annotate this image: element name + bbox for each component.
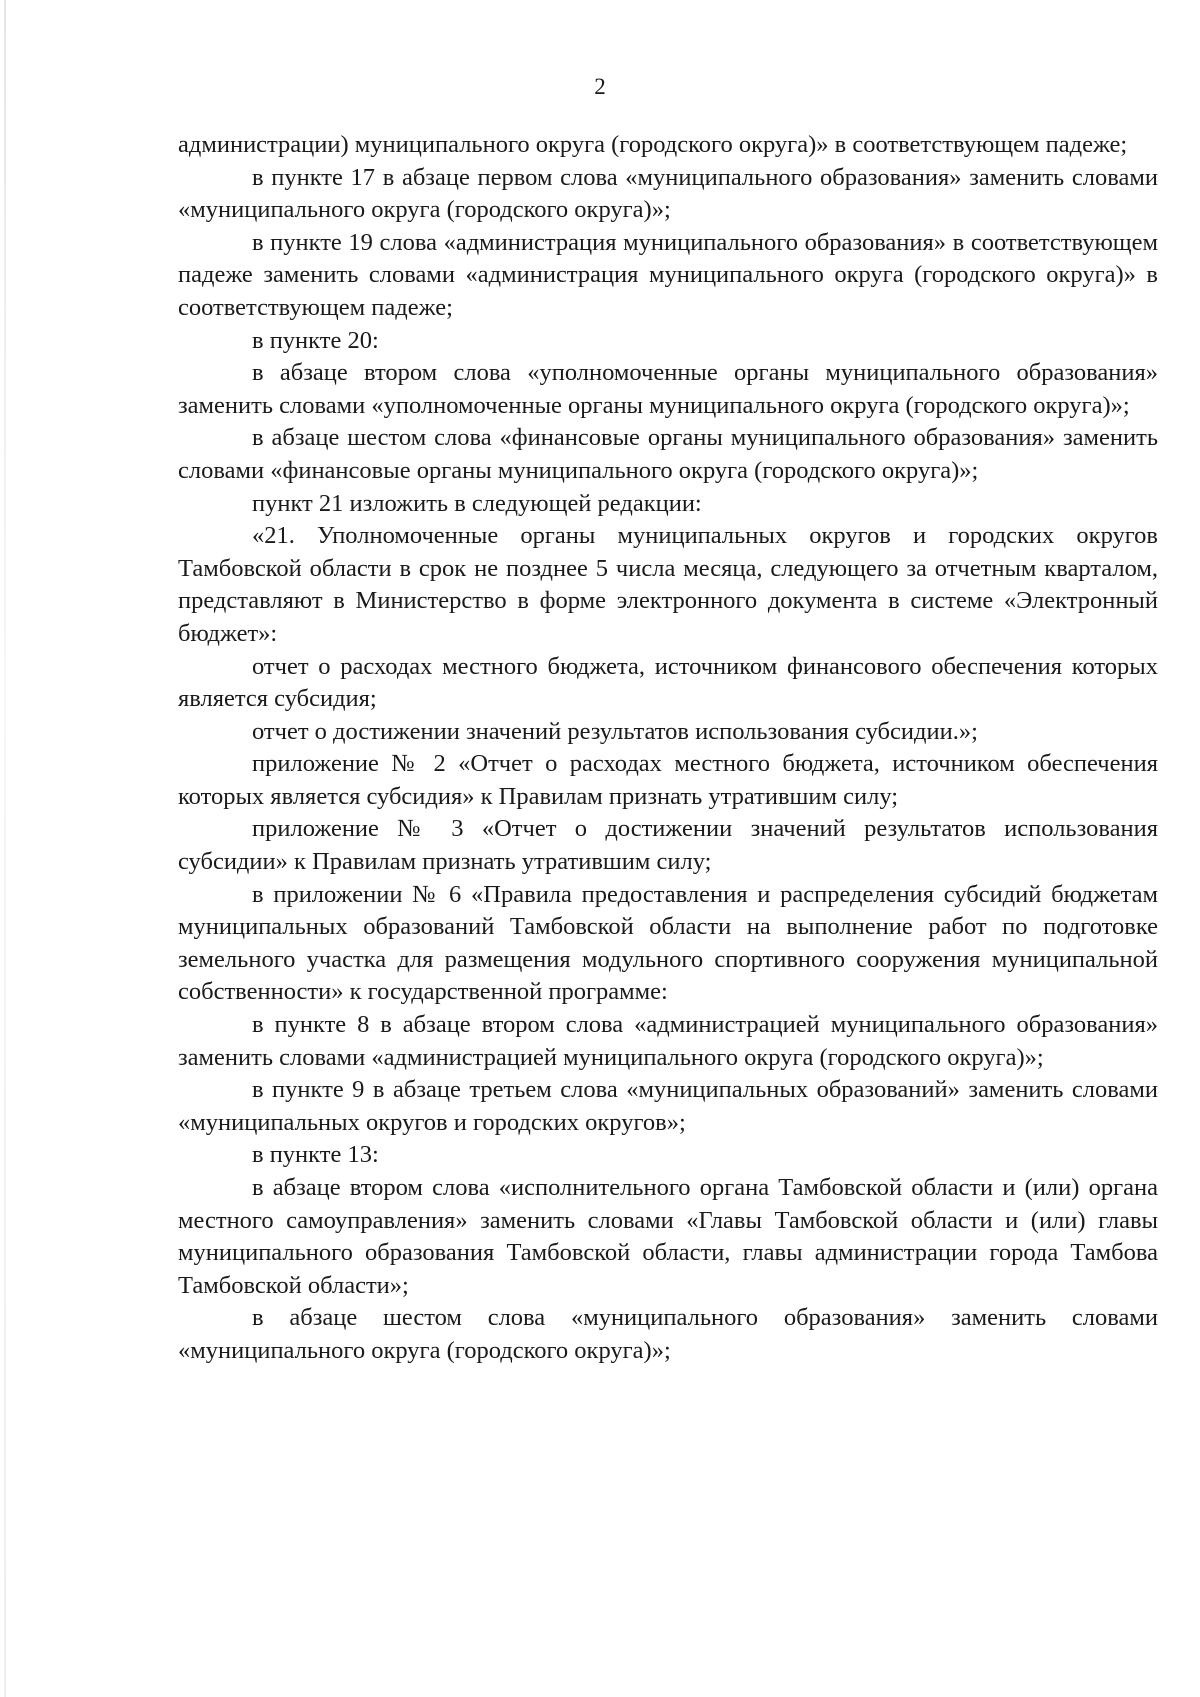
paragraph: отчет о достижении значений результатов использования субсидии.»; bbox=[252, 717, 978, 745]
paragraph: в приложении № 6 «Правила предоставления и распределения субсидий бюджетам муниципальных образований Тамбовской области на выполнение работ по подготовке земельного участка для размещения модульного спортивного сооружения муниципальной собственности» к государственной программе: bbox=[178, 880, 1158, 1006]
paragraph: в пункте 9 в абзаце третьем слова «муниципальных образований» заменить словами «муниципальных округов и городских округов»; bbox=[178, 1076, 1158, 1136]
paragraph: пункт 21 изложить в следующей редакции: bbox=[252, 489, 702, 517]
document-body bbox=[178, 129, 1158, 1368]
paragraph: в пункте 17 в абзаце первом слова «муниципального образования» заменить словами «муниципального округа (городского округа)»; bbox=[178, 163, 1158, 224]
paragraph: в пункте 13: bbox=[252, 1141, 379, 1169]
paragraph: администрации) муниципального округа (городского округа)» в соответствующем падеже; bbox=[178, 131, 1128, 158]
paragraph: в абзаце втором слова «исполнительного органа Тамбовской области и (или) органа местного самоуправления» заменить словами «Главы Тамбовской области и (или) главы муниципального образования Тамбовской области, главы администрации города Тамбова Тамбовской области»; bbox=[178, 1174, 1158, 1299]
paragraph: приложение № 3 «Отчет о достижении значений результатов использования субсидии» к Правилам признать утратившим силу; bbox=[178, 815, 1158, 876]
page-number: 2 bbox=[594, 74, 606, 99]
paragraph: в абзаце втором слова «уполномоченные органы муниципального образования» заменить словами «уполномоченные органы муниципального округа (городского округа)»; bbox=[178, 359, 1158, 419]
paragraph: в абзаце шестом слова «муниципального образования» заменить словами «муниципального округа (городского округа)»; bbox=[178, 1304, 1158, 1364]
scan-edge-left bbox=[4, 0, 6, 1697]
paragraph: в пункте 20: bbox=[252, 326, 379, 354]
paragraph: в пункте 19 слова «администрация муниципального образования» в соответствующем падеже заменить словами «администрация муниципального округа (городского округа)» в соответствующем падеже; bbox=[178, 228, 1158, 321]
paragraph: «21. Уполномоченные органы муниципальных округов и городских округов Тамбовской области в срок не позднее 5 числа месяца, следующего за отчетным кварталом, представляют в Министерство в форме электронного документа в системе «Электронный бюджет»: bbox=[178, 522, 1158, 647]
paragraph: приложение № 2 «Отчет о расходах местного бюджета, источником обеспечения которых является субсидия» к Правилам признать утратившим силу; bbox=[178, 750, 1158, 810]
paragraph: отчет о расходах местного бюджета, источником финансового обеспечения которых является субсидия; bbox=[178, 652, 1158, 713]
paragraph: в пункте 8 в абзаце втором слова «администрацией муниципального образования» заменить словами «администрацией муниципального округа (городского округа)»; bbox=[178, 1011, 1158, 1071]
paragraph: в абзаце шестом слова «финансовые органы муниципального образования» заменить словами «финансовые органы муниципального округа (городского округа)»; bbox=[178, 424, 1158, 484]
